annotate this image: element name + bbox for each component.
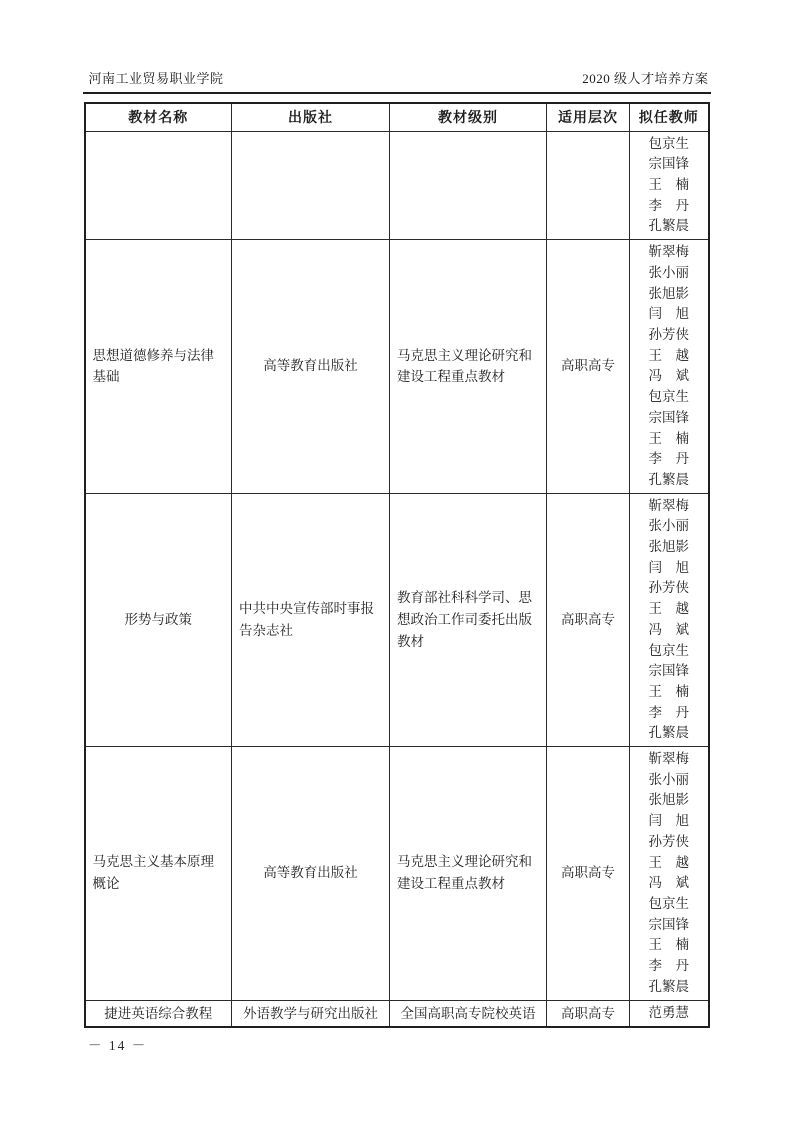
teacher-name: 李 丹	[648, 958, 689, 974]
cell-textbook-level: 马克思主义理论研究和建设工程重点教材	[390, 747, 547, 1000]
textbook-table	[84, 102, 710, 1028]
teacher-name: 冯 斌	[648, 875, 689, 891]
cell-publisher	[232, 131, 390, 240]
table-row	[85, 493, 709, 746]
col-header-publisher: 出版社	[232, 103, 390, 131]
teacher-name: 李 丹	[648, 197, 689, 213]
cell-textbook-level	[390, 131, 547, 240]
teacher-name: 孙芳侠	[648, 580, 689, 596]
teacher-name: 宗国锋	[648, 916, 689, 932]
teacher-name: 孙芳侠	[648, 833, 689, 849]
teacher-name: 张旭影	[648, 792, 689, 808]
teacher-name: 包京生	[648, 895, 689, 911]
teacher-name: 王 楠	[648, 683, 689, 699]
teacher-name: 李 丹	[648, 704, 689, 720]
cell-applicable-level: 高职高专	[547, 747, 630, 1000]
teacher-name: 宗国锋	[648, 409, 689, 425]
cell-textbook-name	[85, 131, 232, 240]
cell-textbook-name: 捷进英语综合教程	[85, 1000, 232, 1027]
teacher-name: 孙芳侠	[648, 327, 689, 342]
table-row	[85, 240, 709, 493]
teacher-name: 王 楠	[648, 177, 689, 193]
teacher-name: 王 越	[648, 601, 689, 617]
cell-applicable-level: 高职高专	[547, 240, 630, 493]
teacher-name: 张小丽	[648, 264, 689, 280]
page-number: － 14 －	[88, 1038, 148, 1053]
teacher-name: 张小丽	[648, 518, 689, 534]
teacher-name: 孔繁晨	[648, 725, 689, 741]
teacher-name: 张旭影	[648, 285, 689, 301]
teacher-name: 靳翠梅	[648, 751, 689, 767]
cell-textbook-name: 思想道德修养与法律基础	[85, 240, 232, 493]
teacher-name: 靳翠梅	[648, 497, 689, 513]
teacher-name: 王 越	[648, 347, 689, 363]
col-header-teachers: 拟任教师	[630, 103, 709, 131]
header-school-name: 河南工业贸易职业学院	[88, 71, 224, 86]
cell-teachers	[630, 1000, 709, 1027]
cell-textbook-name: 形势与政策	[85, 493, 232, 746]
teacher-name: 宗国锋	[648, 156, 689, 172]
teacher-name: 包京生	[648, 135, 689, 151]
running-header	[83, 68, 711, 94]
teacher-name: 孔繁晨	[648, 978, 689, 994]
cell-applicable-level: 高职高专	[547, 493, 630, 746]
teacher-name: 宗国锋	[648, 663, 689, 679]
teacher-name: 包京生	[648, 389, 689, 405]
col-header-applicable-level: 适用层次	[547, 103, 630, 131]
teacher-name: 李 丹	[648, 451, 689, 467]
teacher-name: 孔繁晨	[648, 218, 689, 234]
cell-textbook-name: 马克思主义基本原理概论	[85, 747, 232, 1000]
table-row	[85, 131, 709, 240]
teacher-name: 冯 斌	[648, 368, 689, 384]
teacher-name: 靳翠梅	[648, 244, 689, 260]
teacher-name: 闫 旭	[648, 306, 689, 322]
table-header-row	[85, 103, 709, 131]
cell-applicable-level	[547, 131, 630, 240]
cell-publisher: 外语教学与研究出版社	[232, 1000, 390, 1027]
cell-publisher: 高等教育出版社	[232, 240, 390, 493]
teacher-name: 闫 旭	[648, 813, 689, 829]
cell-publisher: 高等教育出版社	[232, 747, 390, 1000]
cell-textbook-level: 教育部社科科学司、思想政治工作司委托出版教材	[390, 493, 547, 746]
teacher-name: 冯 斌	[648, 621, 689, 637]
teacher-name: 包京生	[648, 642, 689, 658]
cell-applicable-level: 高职高专	[547, 1000, 630, 1027]
cell-publisher: 中共中央宣传部时事报告杂志社	[232, 493, 390, 746]
cell-teachers	[630, 240, 709, 493]
teacher-name: 张旭影	[648, 539, 689, 555]
table-row	[85, 747, 709, 1000]
cell-textbook-level: 全国高职高专院校英语	[390, 1000, 547, 1027]
col-header-textbook-name: 教材名称	[85, 103, 232, 131]
teacher-name: 王 楠	[648, 937, 689, 953]
teacher-name: 范勇慧	[648, 1005, 689, 1021]
teacher-name: 王 越	[648, 854, 689, 870]
teacher-name: 闫 旭	[648, 559, 689, 575]
cell-teachers	[630, 493, 709, 746]
table-row	[85, 1000, 709, 1027]
teacher-name: 王 楠	[648, 430, 689, 446]
teacher-name: 张小丽	[648, 771, 689, 787]
teacher-name: 孔繁晨	[648, 471, 689, 487]
header-plan-title: 2020 级人才培养方案	[582, 71, 709, 86]
cell-teachers	[630, 131, 709, 240]
cell-textbook-level: 马克思主义理论研究和建设工程重点教材	[390, 240, 547, 493]
cell-teachers	[630, 747, 709, 1000]
col-header-textbook-level: 教材级别	[390, 103, 547, 131]
